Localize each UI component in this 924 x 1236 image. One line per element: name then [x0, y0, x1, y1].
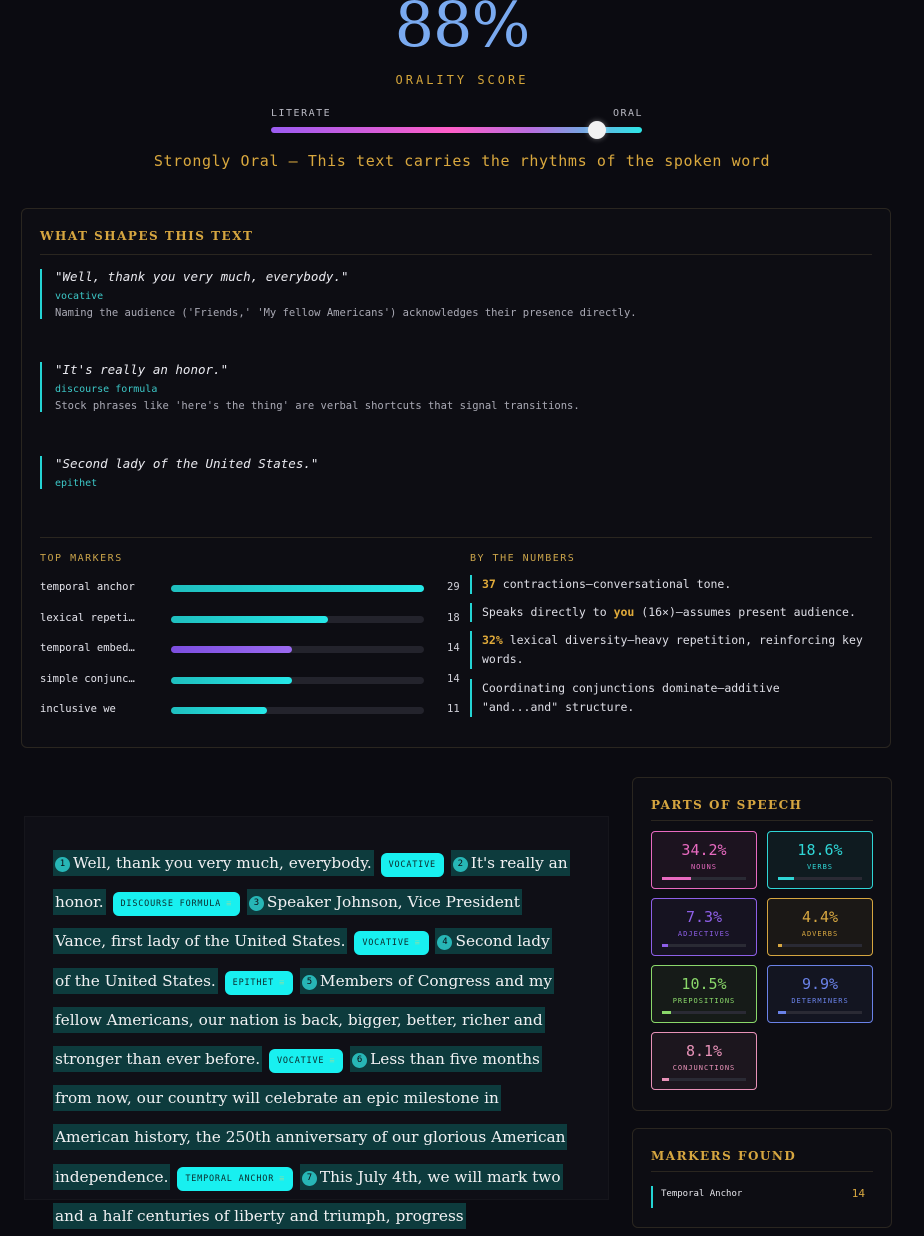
quote-item — [40, 269, 860, 319]
sentence-text: Less than five months from now, our country will celebrate an epic milestone in American history, the 250th anniversary of our glorious American independence. — [55, 1050, 566, 1186]
marker-pill-vocative[interactable] — [269, 1049, 343, 1073]
marker-pill-vocative[interactable] — [354, 931, 428, 955]
found-marker-count: 14 — [851, 1187, 865, 1200]
marker-bar-fill — [171, 707, 267, 714]
divider — [40, 254, 872, 255]
fact-item — [470, 575, 880, 594]
sentence-number: 4 — [437, 935, 452, 950]
marker-count: 11 — [447, 703, 460, 715]
orality-scale-knob — [588, 121, 606, 139]
quote-tag: vocative — [55, 291, 104, 302]
marker-bar-fill — [171, 616, 328, 623]
fact-text: (16×)—assumes present audience. — [634, 605, 856, 619]
marker-row — [40, 642, 460, 656]
marker-pill-discourse-formula[interactable] — [113, 892, 241, 916]
marker-bar-fill — [171, 677, 292, 684]
sentence-text: This July 4th, we will mark two and a half centuries of liberty and triumph, progress — [55, 1167, 561, 1225]
pill-extra-icon: ≡ — [329, 1056, 336, 1067]
fact-text: Coordinating conjunctions dominate—additive "and...and" structure. — [482, 681, 780, 714]
marker-row — [40, 703, 460, 717]
sentence-text: Members of Congress and my fellow Americans, our nation is back, bigger, better, richer and stronger than ever before. — [55, 971, 552, 1069]
marker-bar — [171, 616, 424, 623]
marker-bar — [171, 677, 424, 684]
pill-label: VOCATIVE — [276, 1056, 325, 1067]
quote-text: "Well, thank you very much, everybody." — [55, 269, 349, 284]
pos-bar — [778, 1011, 862, 1014]
found-marker-item[interactable] — [651, 1186, 865, 1208]
pos-label: DETERMINERS — [791, 997, 849, 1005]
pos-value: 10.5% — [681, 975, 727, 993]
orality-score-label: ORALITY SCORE — [395, 73, 529, 87]
pill-extra-icon: ≡ — [279, 977, 286, 988]
pos-value: 4.4% — [801, 908, 839, 926]
pill-label: VOCATIVE — [388, 860, 436, 870]
divider — [651, 820, 873, 821]
sentence-text: Second lady of the United States. — [55, 932, 550, 990]
sentence-text: Well, thank you very much, everybody. — [73, 854, 372, 872]
annotated-paragraph — [53, 844, 569, 1236]
parts-of-speech-panel — [632, 777, 892, 1111]
top-markers-heading: TOP MARKERS — [40, 553, 123, 564]
pos-bar — [662, 1011, 746, 1014]
marker-name: temporal anchor — [40, 581, 135, 593]
pos-card-prepositions — [651, 965, 757, 1023]
pos-value: 7.3% — [685, 908, 723, 926]
marker-row — [40, 612, 460, 626]
quote-tag: discourse formula — [55, 384, 158, 395]
pos-bar — [662, 877, 746, 880]
marker-name: simple conjunc… — [40, 673, 135, 685]
sentence-number: 1 — [55, 857, 70, 872]
markers-found-panel — [632, 1128, 892, 1228]
what-shapes-panel — [21, 208, 891, 748]
pos-card-conjunctions — [651, 1032, 757, 1090]
pos-label: VERBS — [806, 863, 834, 871]
pos-value: 9.9% — [801, 975, 839, 993]
quote-tag: epithet — [55, 478, 98, 489]
sentence-text: Speaker Johnson, Vice President Vance, first lady of the United States. — [55, 893, 520, 951]
verdict-text: Strongly Oral — This text carries the rhythms of the spoken word — [153, 152, 771, 170]
pos-card-adverbs — [767, 898, 873, 956]
quote-description: Naming the audience ('Friends,' 'My fellow Americans') acknowledges their presence directly. — [55, 307, 637, 319]
marker-pill-vocative[interactable] — [381, 853, 444, 877]
fact-highlight: 32% — [482, 633, 503, 647]
fact-highlight: you — [613, 605, 635, 619]
divider — [40, 537, 872, 538]
fact-item — [470, 631, 865, 669]
panel-title: WHAT SHAPES THIS TEXT — [40, 229, 254, 243]
marker-count: 14 — [447, 673, 460, 685]
sentence-number: 3 — [249, 896, 264, 911]
sentence-number: 2 — [453, 857, 468, 872]
pos-value: 18.6% — [797, 841, 843, 859]
fact-item — [470, 679, 810, 717]
marker-pill-epithet[interactable] — [225, 971, 293, 995]
pos-label: ADVERBS — [801, 930, 839, 938]
marker-name: inclusive we — [40, 703, 116, 715]
marker-row — [40, 673, 460, 687]
fact-text: lexical diversity—heavy repetition, reinforcing key words. — [482, 633, 863, 666]
pos-card-nouns — [651, 831, 757, 889]
fact-text: Speaks directly to — [482, 605, 614, 619]
marker-count: 18 — [447, 612, 460, 624]
marker-bar-fill — [171, 646, 292, 653]
annotated-text-panel — [24, 816, 609, 1225]
fact-text: contractions—conversational tone. — [495, 577, 732, 591]
fact-highlight: 37 — [482, 577, 496, 591]
pill-label: DISCOURSE FORMULA — [120, 899, 222, 910]
marker-row — [40, 581, 460, 595]
pill-label: VOCATIVE — [362, 938, 410, 949]
sentence-number: 5 — [302, 975, 317, 990]
sentence-number: 6 — [352, 1053, 367, 1068]
quote-description: Stock phrases like 'here's the thing' are verbal shortcuts that signal transitions. — [55, 400, 580, 412]
pill-label: TEMPORAL ANCHOR — [185, 1173, 275, 1184]
pos-bar — [778, 877, 862, 880]
pos-bar — [662, 944, 746, 947]
marker-name: temporal embed… — [40, 642, 135, 654]
pos-bar-fill — [778, 944, 782, 947]
pos-bar-fill — [778, 877, 794, 880]
sentence-number: 7 — [302, 1171, 317, 1186]
pos-card-adjectives — [651, 898, 757, 956]
found-marker-name: Temporal Anchor — [661, 1189, 743, 1199]
marker-name: lexical repeti… — [40, 612, 135, 624]
pos-label: NOUNS — [690, 863, 718, 871]
pos-card-verbs — [767, 831, 873, 889]
marker-bar — [171, 646, 424, 653]
orality-scale-track — [271, 127, 642, 133]
marker-bar — [171, 585, 424, 592]
marker-count: 14 — [447, 642, 460, 654]
panel-title: MARKERS FOUND — [651, 1149, 797, 1163]
pos-value: 34.2% — [681, 841, 727, 859]
quote-text: "Second lady of the United States." — [55, 456, 319, 471]
pos-bar — [662, 1078, 746, 1081]
pos-bar-fill — [778, 1011, 786, 1014]
pos-value: 8.1% — [685, 1042, 723, 1060]
pos-bar-fill — [662, 1078, 669, 1081]
pill-label: EPITHET — [232, 977, 275, 988]
quote-item — [40, 456, 860, 489]
fact-item — [470, 603, 880, 622]
divider — [651, 1171, 873, 1172]
pill-extra-icon: ≡ — [414, 938, 421, 949]
pos-bar-fill — [662, 944, 668, 947]
pos-bar — [778, 944, 862, 947]
pos-label: CONJUNCTIONS — [672, 1064, 736, 1072]
scale-right-label: ORAL — [613, 108, 644, 119]
pill-extra-icon: ≡ — [226, 899, 233, 910]
marker-pill-temporal-anchor[interactable] — [177, 1167, 293, 1191]
pos-label: PREPOSITIONS — [672, 997, 736, 1005]
pos-bar-fill — [662, 877, 691, 880]
pos-label: ADJECTIVES — [677, 930, 731, 938]
sentence-highlight[interactable] — [53, 850, 374, 876]
sentence-text: It's really an honor. — [55, 854, 568, 912]
score-header — [0, 0, 924, 200]
panel-title: PARTS OF SPEECH — [651, 798, 803, 812]
pos-bar-fill — [662, 1011, 671, 1014]
orality-score-value: 88% — [394, 0, 530, 61]
pos-card-determiners — [767, 965, 873, 1023]
quote-item — [40, 362, 860, 412]
by-the-numbers-heading: BY THE NUMBERS — [470, 553, 576, 564]
quote-text: "It's really an honor." — [55, 362, 229, 377]
marker-bar — [171, 707, 424, 714]
scale-left-label: LITERATE — [271, 108, 332, 119]
marker-bar-fill — [171, 585, 424, 592]
marker-count: 29 — [447, 581, 460, 593]
pill-extra-icon: ≡ — [279, 1173, 286, 1184]
